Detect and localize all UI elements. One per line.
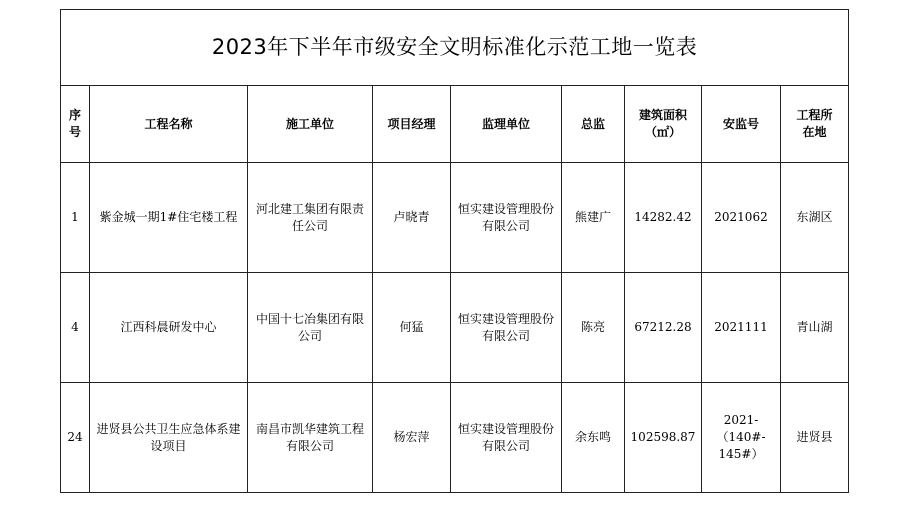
header-supervisor-unit: 监理单位 — [451, 86, 562, 163]
cell-location: 进贤县 — [781, 383, 849, 493]
cell-project-name: 紫金城一期1#住宅楼工程 — [90, 163, 248, 273]
table-row — [61, 383, 849, 493]
cell-area: 102598.87 — [625, 383, 702, 493]
cell-builder: 南昌市凯华建筑工程有限公司 — [248, 383, 373, 493]
cell-supervisor-unit: 恒实建设管理股份有限公司 — [451, 383, 562, 493]
cell-area: 67212.28 — [625, 273, 702, 383]
cell-builder: 中国十七冶集团有限公司 — [248, 273, 373, 383]
cell-project-name: 江西科晨研发中心 — [90, 273, 248, 383]
cell-supervisor-unit: 恒实建设管理股份有限公司 — [451, 273, 562, 383]
cell-index: 1 — [61, 163, 90, 273]
header-safety-no: 安监号 — [702, 86, 781, 163]
cell-index: 24 — [61, 383, 90, 493]
table-row — [61, 273, 849, 383]
cell-chief-supervisor: 余东鸣 — [562, 383, 625, 493]
cell-safety-no: 2021111 — [702, 273, 781, 383]
header-chief-supervisor: 总监 — [562, 86, 625, 163]
cell-chief-supervisor: 熊建广 — [562, 163, 625, 273]
cell-manager: 杨宏萍 — [373, 383, 451, 493]
header-area: 建筑面积（㎡） — [625, 86, 702, 163]
cell-chief-supervisor: 陈亮 — [562, 273, 625, 383]
cell-safety-no: 2021062 — [702, 163, 781, 273]
cell-location: 东湖区 — [781, 163, 849, 273]
cell-manager: 卢晓青 — [373, 163, 451, 273]
table-row — [61, 163, 849, 273]
header-location: 工程所在地 — [781, 86, 849, 163]
table-title: 2023年下半年市级安全文明标准化示范工地一览表 — [61, 10, 849, 86]
header-index: 序号 — [61, 86, 90, 163]
header-manager: 项目经理 — [373, 86, 451, 163]
cell-location: 青山湖 — [781, 273, 849, 383]
cell-project-name: 进贤县公共卫生应急体系建设项目 — [90, 383, 248, 493]
projects-table — [60, 9, 849, 493]
cell-manager: 何猛 — [373, 273, 451, 383]
cell-builder: 河北建工集团有限责任公司 — [248, 163, 373, 273]
cell-area: 14282.42 — [625, 163, 702, 273]
header-row — [61, 86, 849, 163]
cell-supervisor-unit: 恒实建设管理股份有限公司 — [451, 163, 562, 273]
cell-safety-no: 2021-（140#-145#） — [702, 383, 781, 493]
header-builder: 施工单位 — [248, 86, 373, 163]
header-project-name: 工程名称 — [90, 86, 248, 163]
cell-index: 4 — [61, 273, 90, 383]
